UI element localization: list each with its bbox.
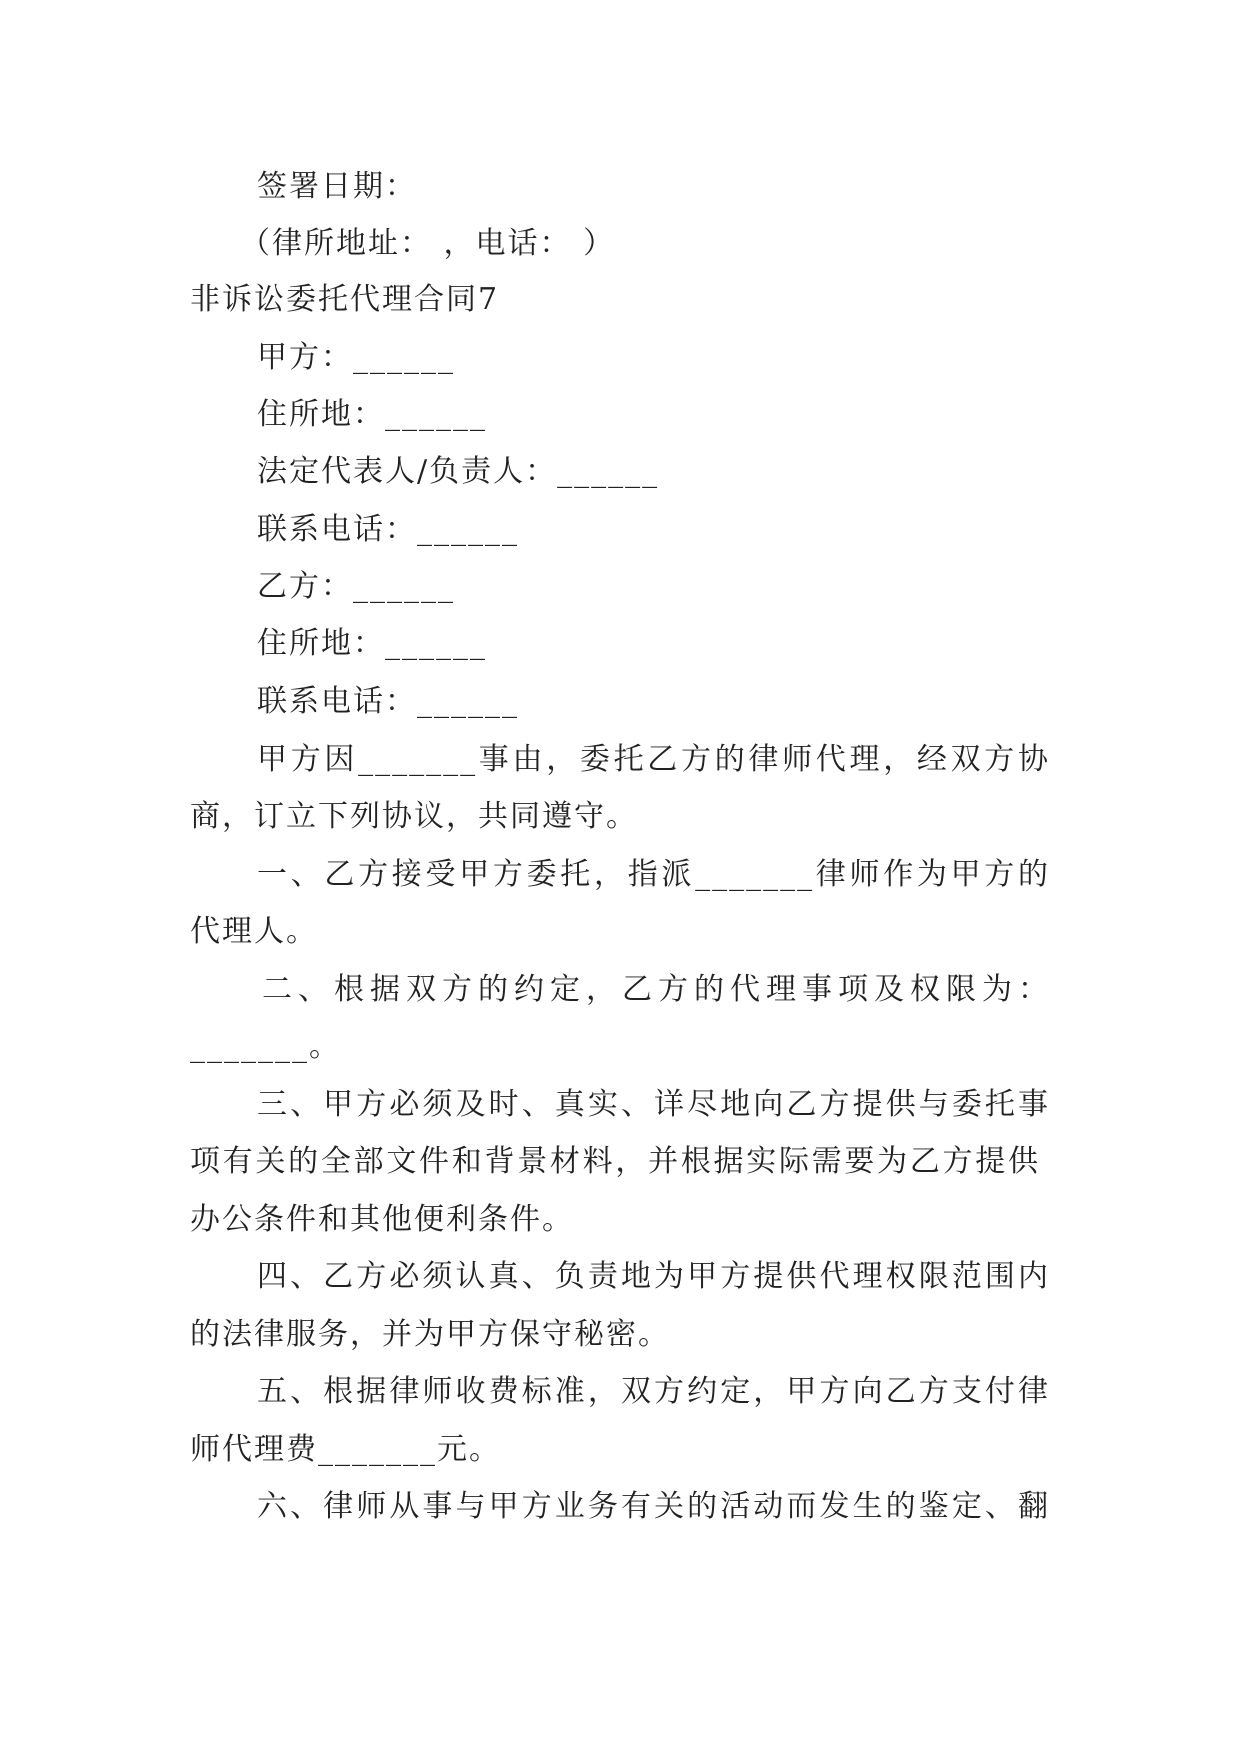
party-a-line: 甲方：______: [257, 340, 455, 375]
clause-2-line-2: _______。: [190, 1029, 341, 1064]
party-b-phone-line: 联系电话：______: [257, 684, 519, 719]
legal-representative-line: 法定代表人/负责人：______: [257, 454, 660, 489]
party-b-line: 乙方：______: [257, 569, 455, 604]
law-firm-address-line: （律所地址： ，电话： ）: [240, 226, 616, 261]
clause-3-line-1: 三、甲方必须及时、真实、详尽地向乙方提供与委托事: [257, 1087, 1050, 1122]
clause-3-line-2: 项有关的全部文件和背景材料，并根据实际需要为乙方提供: [190, 1144, 1040, 1179]
party-b-address-line: 住所地：______: [257, 626, 487, 661]
preamble-line-1: 甲方因_______事由，委托乙方的律师代理，经双方协: [257, 742, 1050, 777]
clause-5-line-1: 五、根据律师收费标准，双方约定，甲方向乙方支付律: [257, 1374, 1050, 1409]
clause-4-line-2: 的法律服务，并为甲方保守秘密。: [190, 1317, 670, 1352]
clause-2-line-1: 二、根据双方的约定，乙方的代理事项及权限为：: [262, 972, 1050, 1007]
preamble-line-2: 商，订立下列协议，共同遵守。: [190, 799, 638, 834]
party-a-address-line: 住所地：______: [257, 397, 487, 432]
clause-1-line-2: 代理人。: [190, 914, 318, 949]
clause-5-line-2: 师代理费_______元。: [190, 1432, 501, 1467]
contract-title: 非诉讼委托代理合同7: [190, 282, 500, 317]
clause-6-line-1: 六、律师从事与甲方业务有关的活动而发生的鉴定、翻: [257, 1489, 1050, 1524]
party-a-phone-line: 联系电话：______: [257, 512, 519, 547]
clause-4-line-1: 四、乙方必须认真、负责地为甲方提供代理权限范围内: [257, 1259, 1050, 1294]
signing-date-line: 签署日期：: [257, 169, 417, 204]
clause-3-line-3: 办公条件和其他便利条件。: [190, 1202, 574, 1237]
clause-1-line-1: 一、乙方接受甲方委托，指派_______律师作为甲方的: [257, 857, 1050, 892]
